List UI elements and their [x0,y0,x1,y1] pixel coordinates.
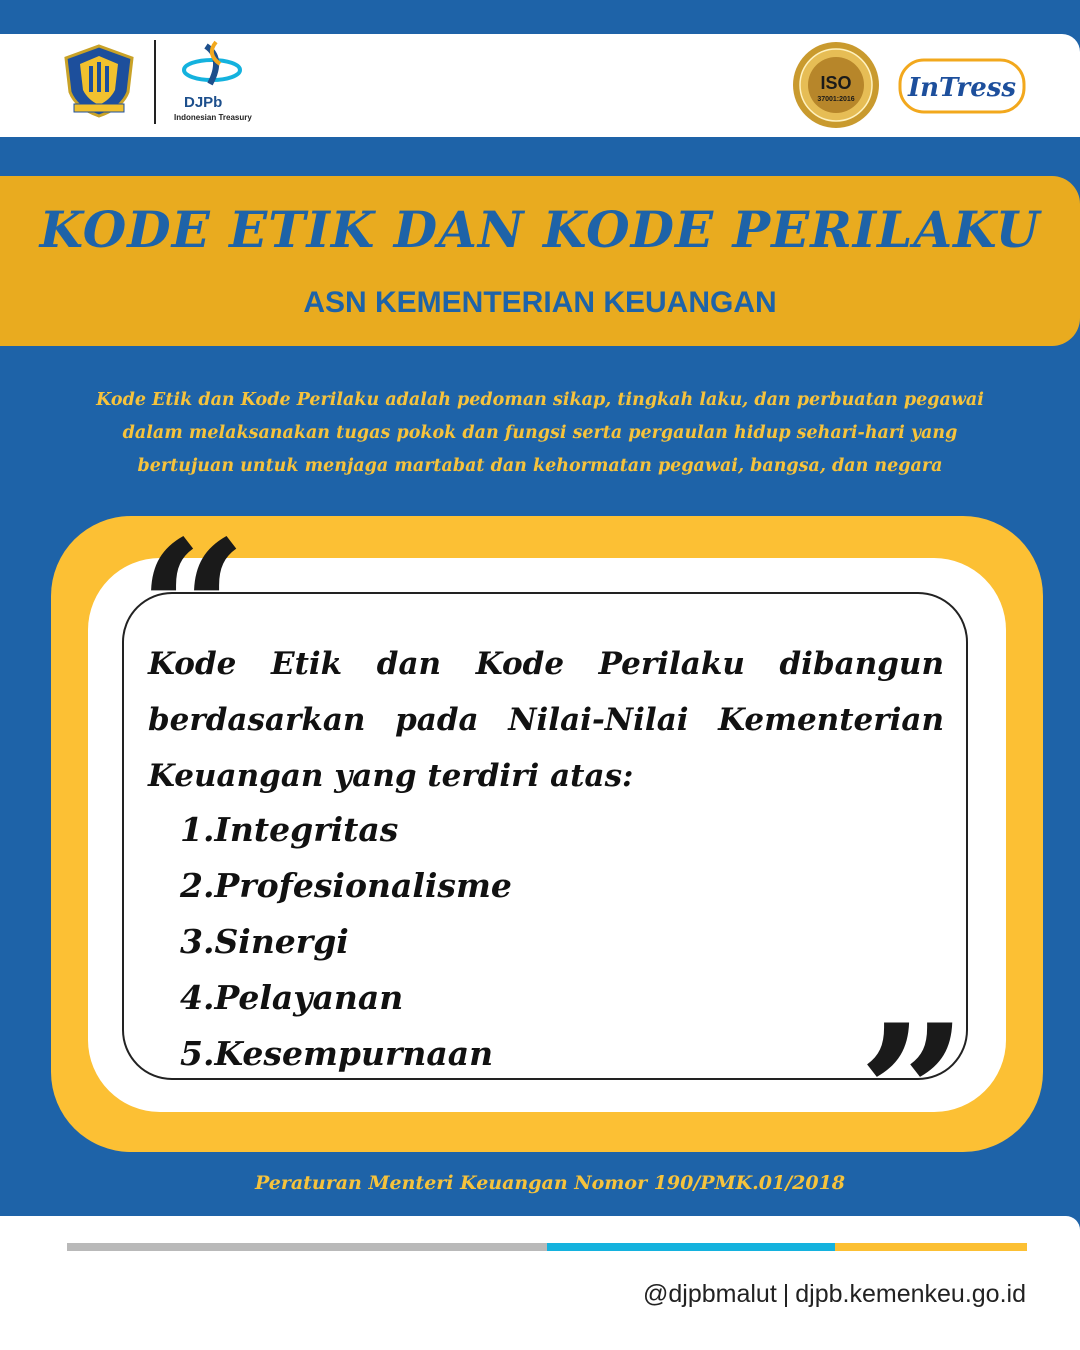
close-quote-icon: ” [858,983,968,1206]
footer-stripe-yellow [835,1243,1027,1251]
intro-line: Kode Etik dan Kode Perilaku adalah pedoman sikap, tingkah laku, dan perbuatan pegawai [96,390,984,410]
djpb-logo-icon [176,40,246,96]
values-list [180,802,512,1082]
djpb-logo-text: DJPb [184,94,223,111]
value-item-integritas: 1.Integritas [180,810,399,849]
footer-contact [560,1280,1026,1309]
contact-separator: | [782,1280,790,1308]
value-item-kesempurnaan: 5.Kesempurnaan [180,1034,494,1073]
open-quote-icon: “ [138,499,248,722]
iso-badge-number: 37001:2016 [817,96,855,103]
website-link[interactable]: djpb.kemenkeu.go.id [795,1280,1026,1308]
intress-logo-text: InTress [907,73,1017,103]
intro-line: bertujuan untuk menjaga martabat dan kehormatan pegawai, bangsa, dan negara [137,456,943,476]
footer-stripe-gray [67,1243,547,1251]
iso-badge-label: ISO [820,73,852,93]
intro-paragraph [50,384,1030,483]
page-title: KODE ETIK DAN KODE PERILAKU [39,200,1041,259]
page-subtitle: ASN KEMENTERIAN KEUANGAN [303,286,777,319]
djpb-logo-subtext: Indonesian Treasury [174,113,252,122]
iso-certification-badge [792,41,880,129]
regulation-reference: Peraturan Menteri Keuangan Nomor 190/PMK.01/2018 [254,1172,846,1194]
intro-line: dalam melaksanakan tugas pokok dan fungsi serta pergaulan hidup sehari-hari yang [122,423,958,443]
value-item-profesionalisme: 2.Profesionalisme [180,866,512,905]
intress-logo [898,58,1026,114]
logo-divider [154,40,156,124]
value-item-pelayanan: 4.Pelayanan [180,978,404,1017]
social-handle: @djpbmalut [643,1280,777,1308]
kemenkeu-logo [62,44,136,118]
value-item-sinergi: 3.Sinergi [180,922,349,961]
quote-text: Kode Etik dan Kode Perilaku dibangun berdasarkan pada Nilai-Nilai Kementerian Keuangan yang terdiri atas: [148,646,944,794]
footer-stripe-cyan [547,1243,835,1251]
